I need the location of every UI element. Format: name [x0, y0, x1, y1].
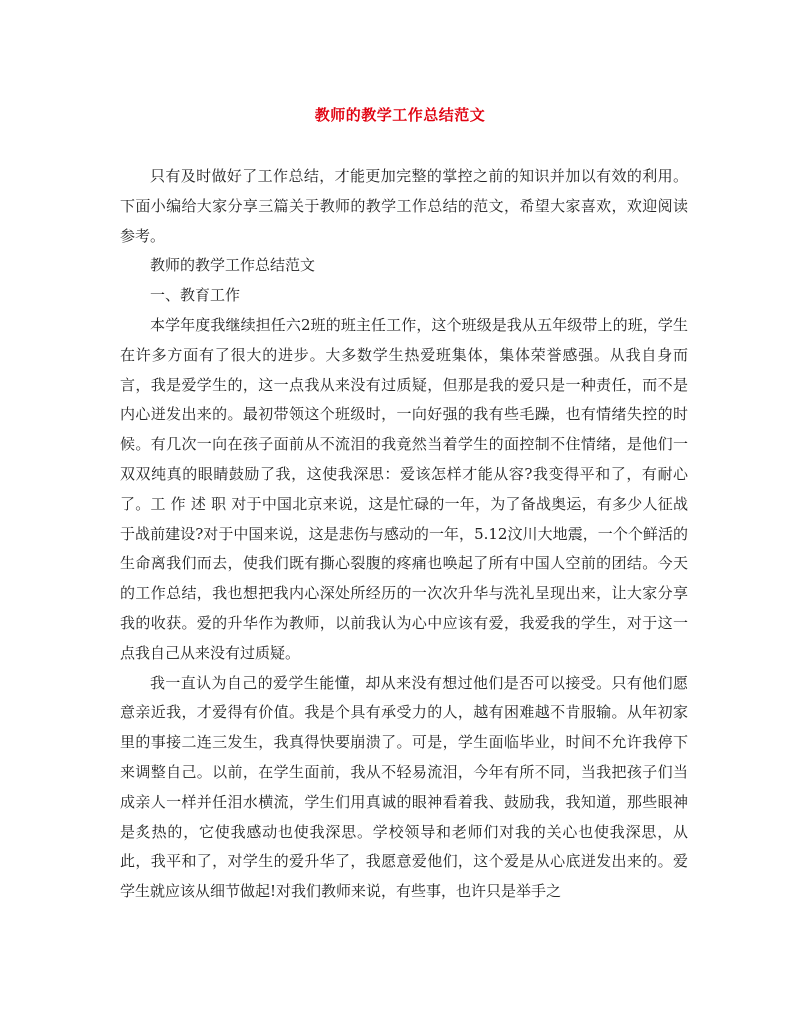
- document-title: 教师的教学工作总结范文: [314, 106, 486, 124]
- section-title: 教师的教学工作总结范文: [150, 256, 316, 275]
- intro-paragraph: 只有及时做好了工作总结，才能更加完整的掌控之前的知识并加以有效的利用。下面小编给大家分享三篇关于教师的教学工作总结的范文，希望大家喜欢，欢迎阅读参考。: [120, 167, 688, 245]
- document-body: [120, 162, 688, 907]
- body-paragraph: 我一直认为自己的爱学生能懂，却从来没有想过他们是否可以接受。只有他们愿意亲近我，才爱得有价值。我是个具有承受力的人，越有困难越不肯服输。从年初家里的事接二连三发生，我真得快要崩溃了。可是，学生面临毕业，时间不允许我停下来调整自己。以前，在学生面前，我从不轻易流泪，今年有所不同，当我把孩子们当成亲人一样并任泪水横流，学生们用真诚的眼神看着我、鼓励我，我知道，那些眼神是炙热的，它使我感动也使我深思。学校领导和老师们对我的关心也使我深思，从此，我平和了，对学生的爱升华了，我愿意爱他们，这个爱是从心底迸发出来的。爱学生就应该从细节做起!对我们教师来说，有些事，也许只是举手之: [120, 673, 688, 901]
- section-heading-education: 一、教育工作: [150, 286, 241, 305]
- body-paragraph: 本学年度我继续担任六2班的班主任工作，这个班级是我从五年级带上的班，学生在许多方面有了很大的进步。大多数学生热爱班集体，集体荣誉感强。从我自身而言，我是爱学生的，这一点我从来没有过质疑，但那是我的爱只是一种责任，而不是内心迸发出来的。最初带领这个班级时，一向好强的我有些毛躁，也有情绪失控的时候。有几次一向在孩子面前从不流泪的我竟然当着学生的面控制不住情绪，是他们一双双纯真的眼睛鼓励了我，这使我深思：爱该怎样才能从容?我变得平和了，有耐心了。工 作 述 职 对于中国北京来说，这是忙碌的一年，为了备战奥运，有多少人征战于战前建设?对于中国来说，这是悲伤与感动的一年，5.12汶川大地震，一个个鲜活的生命离我们而去，使我们既有撕心裂腹的疼痛也唤起了所有中国人空前的团结。今天的工作总结，我也想把我内心深处所经历的一次次升华与洗礼呈现出来，让大家分享我的收获。爱的升华作为教师，以前我认为心中应该有爱，我爱我的学生，对于这一点我自己从来没有过质疑。: [120, 315, 688, 662]
